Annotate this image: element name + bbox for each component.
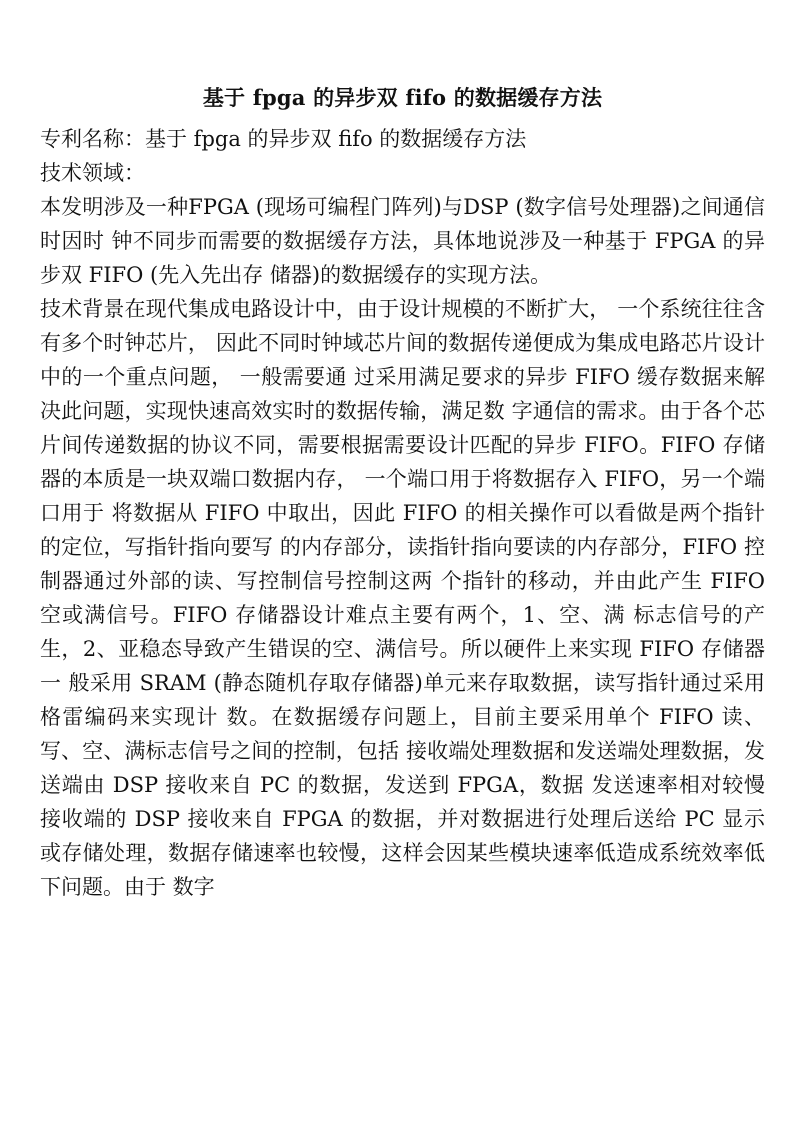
paragraph-background: 技术背景在现代集成电路设计中，由于设计规模的不断扩大， 一个系统往往含有多个时钟芯片， 因此不同时钟域芯片间的数据传递便成为集成电路芯片设计中的一个重点问题， 一般需要通 过采用满足要求的异步 FIFO 缓存数据来解决此问题，实现快速高效实时的数据传输，满足数 字通信的需求。由于各个芯片间传递数据的协议不同，需要根据需要设计匹配的异步 FIFO。FIFO 存储器的本质是一块双端口数据内存， 一个端口用于将数据存入 FIFO，另一个端口用于 将数据从 FIFO 中取出，因此 FIFO 的相关操作可以看做是两个指针的定位，写指针指向要写 的内存部分，读指针指向要读的内存部分，FIFO 控制器通过外部的读、写控制信号控制这两 个指针的移动，并由此产生 FIFO 空或满信号。FIFO 存储器设计难点主要有两个，1、空、满 标志信号的产生，2、亚稳态导致产生错误的空、满信号。所以硬件上来实现 FIFO 存储器一 般采用 SRAM (静态随机存取存储器)单元来存取数据，读写指针通过采用格雷编码来实现计 数。在数据缓存问题上，目前主要采用单个 FIFO 读、写、空、满标志信号之间的控制，包括 接收端处理数据和发送端处理数据，发送端由 DSP 接收来自 PC 的数据，发送到 FPGA，数据 发送速率相对较慢 接收端的 DSP 接收来自 FPGA 的数据，并对数据进行处理后送给 PC 显示 或存储处理，数据存储速率也较慢，这样会因某些模块速率低造成系统效率低下问题。由于 数字 bbox=[40, 297, 765, 899]
tech-field-label: 技术领域： bbox=[40, 161, 145, 185]
paragraph-intro: 本发明涉及一种FPGA (现场可编程门阵列)与DSP (数字信号处理器)之间通信时因时 钟不同步而需要的数据缓存方法，具体地说涉及一种基于 FPGA 的异步双 FIFO (先入先出存 储器)的数据缓存的实现方法。 bbox=[40, 195, 765, 287]
document-page bbox=[40, 80, 765, 904]
patent-name-line: 专利名称：基于 fpga 的异步双 fifo 的数据缓存方法 bbox=[40, 127, 527, 151]
document-title: 基于 fpga 的异步双 fifo 的数据缓存方法 bbox=[202, 85, 603, 110]
